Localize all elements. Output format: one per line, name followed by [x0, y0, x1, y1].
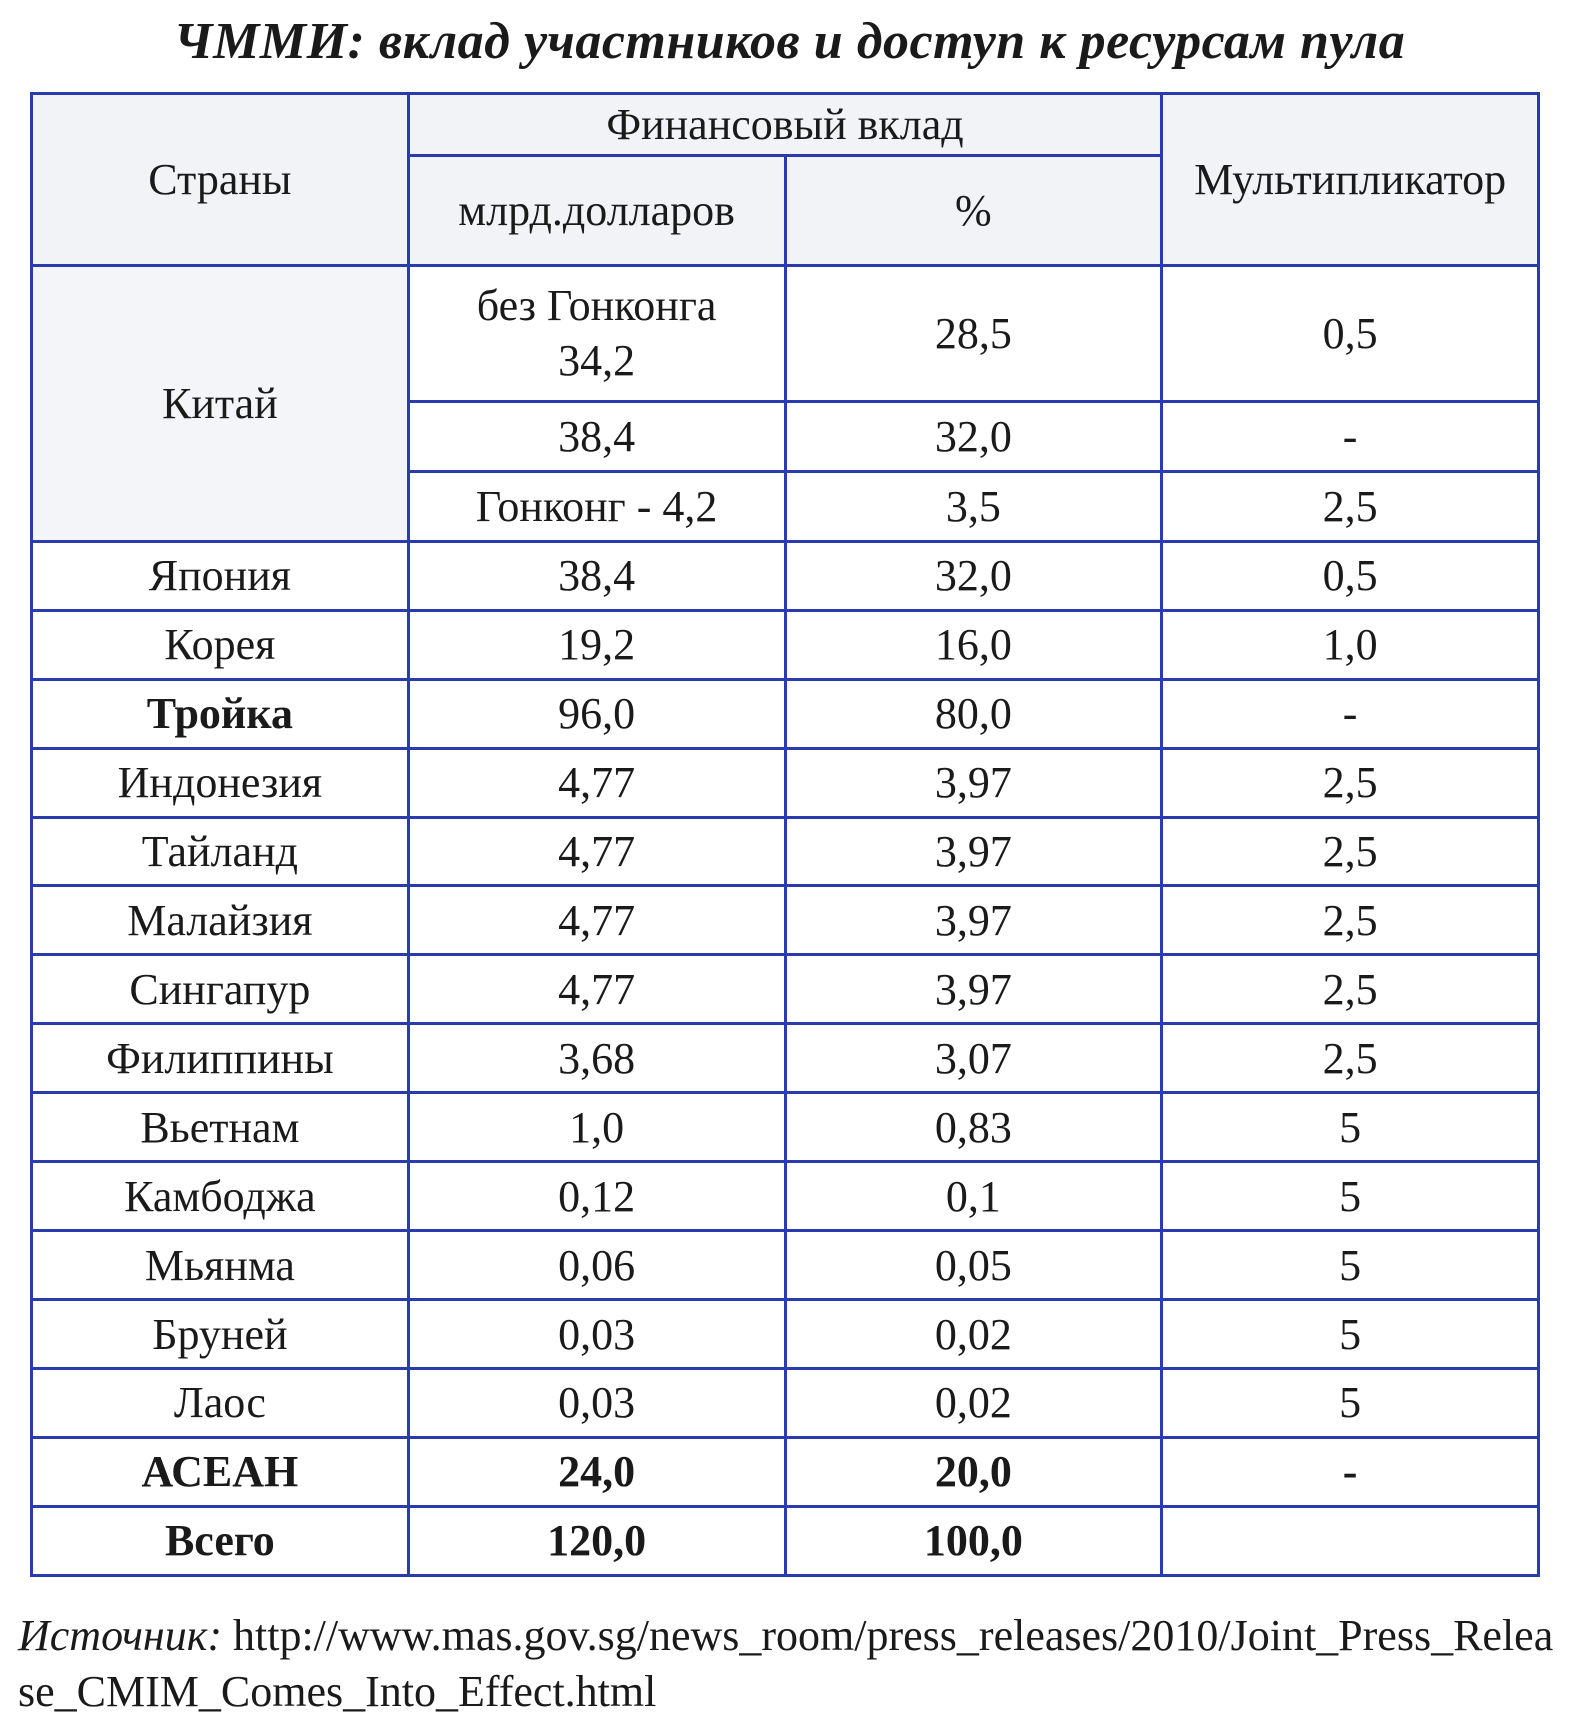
cell-percent: 0,02 — [785, 1300, 1162, 1369]
cell-multiplier: 1,0 — [1162, 610, 1539, 679]
cell-percent: 3,97 — [785, 817, 1162, 886]
cell-amount: 3,68 — [408, 1024, 785, 1093]
table-row — [32, 541, 1539, 610]
cell-amount: 120,0 — [408, 1506, 785, 1575]
table-row — [32, 1506, 1539, 1575]
table-row — [32, 1162, 1539, 1231]
cell-country: Корея — [32, 610, 409, 679]
table-row — [32, 817, 1539, 886]
cell-multiplier: 2,5 — [1162, 471, 1539, 541]
cell-country: Сингапур — [32, 955, 409, 1024]
cell-percent: 80,0 — [785, 679, 1162, 748]
cell-amount: без Гонконга 34,2 — [408, 266, 785, 402]
source-note — [18, 1608, 1558, 1720]
table-row — [32, 1093, 1539, 1162]
cell-amount: 24,0 — [408, 1437, 785, 1506]
cell-multiplier: - — [1162, 679, 1539, 748]
cell-multiplier — [1162, 1506, 1539, 1575]
cell-country: Филиппины — [32, 1024, 409, 1093]
cell-country: АСЕАН — [32, 1437, 409, 1506]
cell-country: Тайланд — [32, 817, 409, 886]
cell-amount: 4,77 — [408, 817, 785, 886]
source-label: Источник: — [18, 1611, 222, 1660]
cell-amount: 38,4 — [408, 401, 785, 471]
cell-amount: 0,03 — [408, 1300, 785, 1369]
cell-percent: 0,02 — [785, 1369, 1162, 1438]
cell-percent: 20,0 — [785, 1437, 1162, 1506]
cell-country: Лаос — [32, 1369, 409, 1438]
cell-percent: 3,97 — [785, 748, 1162, 817]
cell-country: Япония — [32, 541, 409, 610]
cell-percent: 0,05 — [785, 1231, 1162, 1300]
table-row — [32, 748, 1539, 817]
cell-amount: 4,77 — [408, 886, 785, 955]
cell-percent: 3,5 — [785, 471, 1162, 541]
cell-country: Тройка — [32, 679, 409, 748]
cell-multiplier: - — [1162, 401, 1539, 471]
cell-multiplier: - — [1162, 1437, 1539, 1506]
table-row — [32, 955, 1539, 1024]
table-row — [32, 610, 1539, 679]
cell-country: Бруней — [32, 1300, 409, 1369]
table-body — [32, 266, 1539, 1576]
cell-multiplier: 2,5 — [1162, 955, 1539, 1024]
cell-amount: 4,77 — [408, 748, 785, 817]
header-countries: Страны — [32, 94, 409, 266]
cell-percent: 28,5 — [785, 266, 1162, 402]
cell-multiplier: 5 — [1162, 1093, 1539, 1162]
cell-percent: 3,07 — [785, 1024, 1162, 1093]
cell-multiplier: 2,5 — [1162, 817, 1539, 886]
cell-amount: 1,0 — [408, 1093, 785, 1162]
table-row — [32, 266, 1539, 402]
cell-multiplier: 5 — [1162, 1300, 1539, 1369]
cell-multiplier: 5 — [1162, 1231, 1539, 1300]
cell-amount: Гонконг - 4,2 — [408, 471, 785, 541]
cell-multiplier: 2,5 — [1162, 748, 1539, 817]
cell-amount: 4,77 — [408, 955, 785, 1024]
cell-country: Индонезия — [32, 748, 409, 817]
cell-amount: 0,12 — [408, 1162, 785, 1231]
cell-percent: 3,97 — [785, 886, 1162, 955]
cell-multiplier: 0,5 — [1162, 266, 1539, 402]
cell-multiplier: 2,5 — [1162, 886, 1539, 955]
cell-percent: 0,1 — [785, 1162, 1162, 1231]
cell-percent: 100,0 — [785, 1506, 1162, 1575]
cell-multiplier: 5 — [1162, 1162, 1539, 1231]
table-row — [32, 1437, 1539, 1506]
cell-country: Китай — [32, 266, 409, 542]
cell-percent: 32,0 — [785, 541, 1162, 610]
cell-amount: 38,4 — [408, 541, 785, 610]
cell-amount: 0,03 — [408, 1369, 785, 1438]
table-row — [32, 1369, 1539, 1438]
source-url: http://www.mas.gov.sg/news_room/press_releases/2010/Joint_Press_Release_CMIM_Comes_Into_Effect.html — [18, 1611, 1554, 1716]
table-row — [32, 886, 1539, 955]
cell-country: Камбоджа — [32, 1162, 409, 1231]
cell-percent: 16,0 — [785, 610, 1162, 679]
cell-multiplier: 2,5 — [1162, 1024, 1539, 1093]
table-row — [32, 1231, 1539, 1300]
table-row — [32, 1300, 1539, 1369]
cell-country: Мьянма — [32, 1231, 409, 1300]
cell-amount: 19,2 — [408, 610, 785, 679]
cell-country: Всего — [32, 1506, 409, 1575]
cell-percent: 3,97 — [785, 955, 1162, 1024]
contribution-table — [30, 92, 1540, 1577]
page-title: ЧММИ: вклад участников и доступ к ресурсам пула — [173, 13, 1406, 70]
header-billion-dollars: млрд.долларов — [408, 156, 785, 266]
cell-amount: 0,06 — [408, 1231, 785, 1300]
cell-percent: 0,83 — [785, 1093, 1162, 1162]
header-financial-contribution: Финансовый вклад — [408, 94, 1162, 156]
cell-percent: 32,0 — [785, 401, 1162, 471]
header-multiplier: Мультипликатор — [1162, 94, 1539, 266]
cell-amount: 96,0 — [408, 679, 785, 748]
cell-multiplier: 5 — [1162, 1369, 1539, 1438]
header-percent: % — [785, 156, 1162, 266]
table-row — [32, 1024, 1539, 1093]
table-row — [32, 679, 1539, 748]
cell-country: Вьетнам — [32, 1093, 409, 1162]
cell-multiplier: 0,5 — [1162, 541, 1539, 610]
cell-country: Малайзия — [32, 886, 409, 955]
